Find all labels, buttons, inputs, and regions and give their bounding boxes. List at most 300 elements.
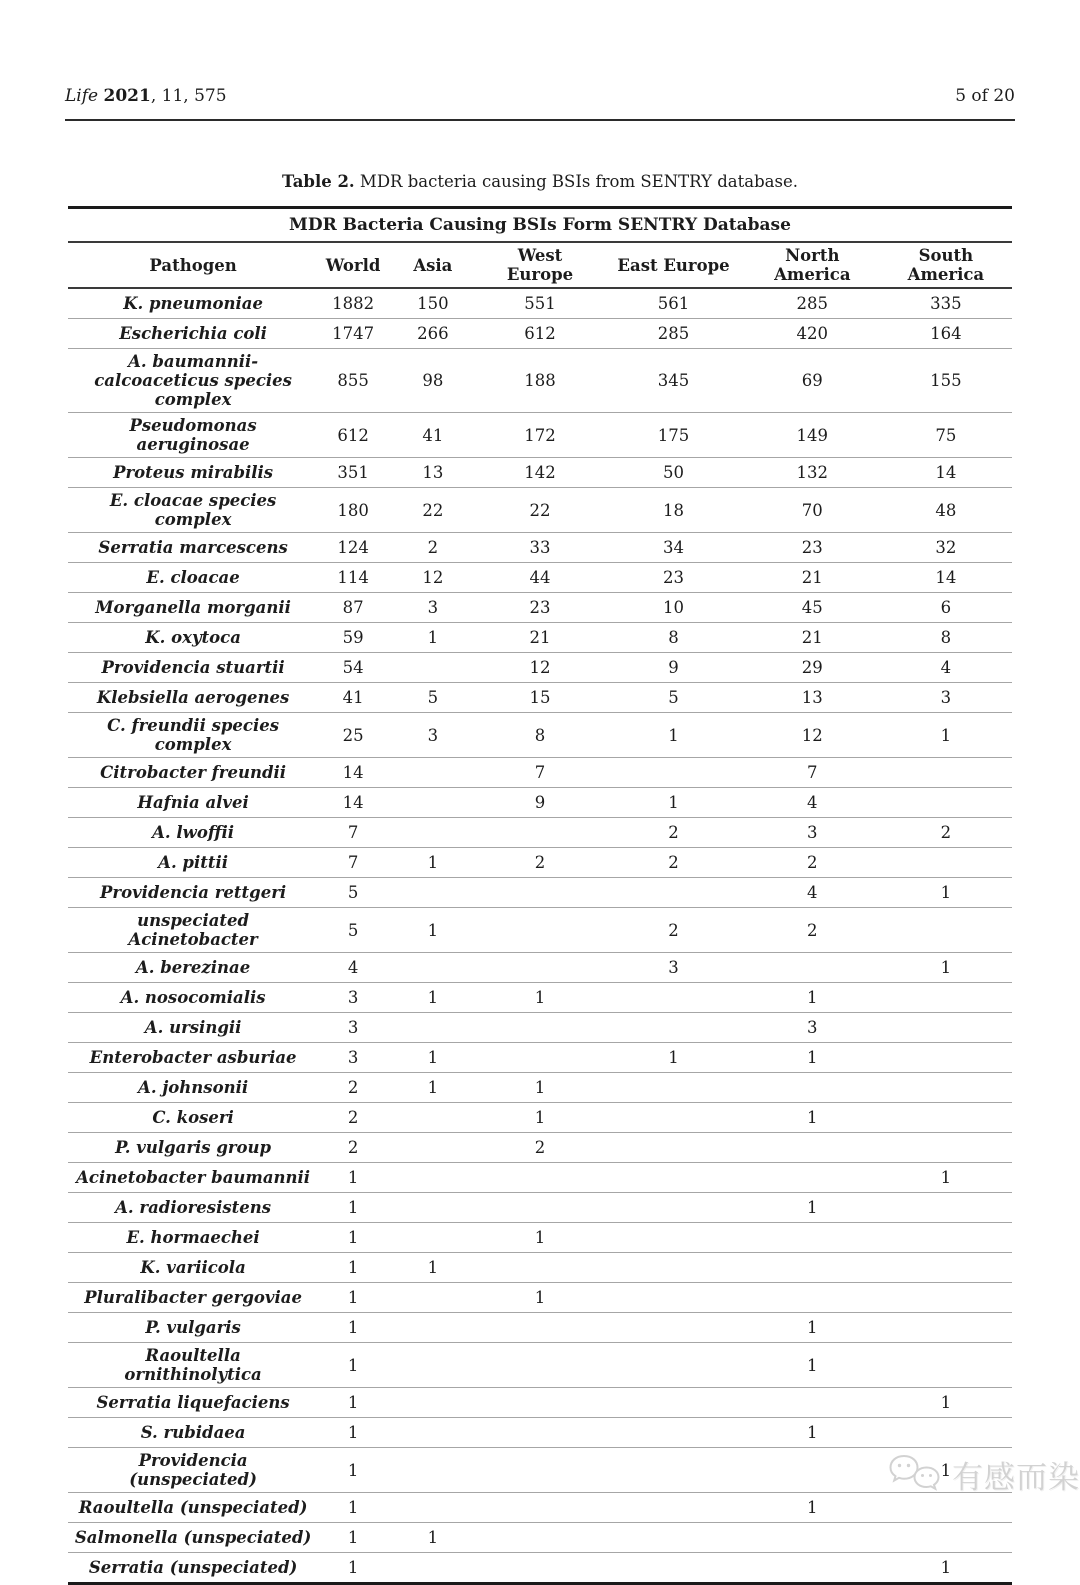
cell-value: 4	[745, 878, 880, 908]
cell-value: 1	[388, 1073, 478, 1103]
cell-value: 41	[318, 683, 388, 713]
cell-value: 1	[745, 1418, 880, 1448]
table-row	[68, 288, 1012, 319]
cell-value: 12	[388, 563, 478, 593]
cell-value: 21	[745, 563, 880, 593]
cell-value: 33	[478, 533, 603, 563]
table-row	[68, 1253, 1012, 1283]
cell-value: 1	[318, 1448, 388, 1493]
cell-value	[388, 1013, 478, 1043]
cell-value: 4	[318, 953, 388, 983]
pathogen-name: A. berezinae	[68, 953, 318, 983]
cell-value	[478, 953, 603, 983]
pathogen-name: Providencia (unspeciated)	[68, 1448, 318, 1493]
cell-value: 1	[478, 1223, 603, 1253]
cell-value: 2	[318, 1133, 388, 1163]
cell-value: 1	[318, 1193, 388, 1223]
cell-value: 75	[880, 413, 1012, 458]
cell-value: 172	[478, 413, 603, 458]
table-row	[68, 413, 1012, 458]
cell-value: 3	[388, 713, 478, 758]
pathogen-name: Serratia (unspeciated)	[68, 1553, 318, 1584]
column-header-east-europe: East Europe	[602, 242, 745, 288]
cell-value: 2	[478, 1133, 603, 1163]
pathogen-name: Raoultella (unspeciated)	[68, 1493, 318, 1523]
table-row	[68, 1283, 1012, 1313]
table-row	[68, 788, 1012, 818]
cell-value: 48	[880, 488, 1012, 533]
cell-value	[388, 953, 478, 983]
cell-value: 1	[318, 1163, 388, 1193]
cell-value: 10	[602, 593, 745, 623]
cell-value: 175	[602, 413, 745, 458]
cell-value: 285	[796, 294, 829, 313]
table-row	[68, 1313, 1012, 1343]
cell-value: 1	[318, 1313, 388, 1343]
cell-value	[388, 1388, 478, 1418]
journal-name: Life	[65, 86, 99, 106]
cell-value: 22	[478, 488, 603, 533]
pathogen-name: Serratia marcescens	[68, 533, 318, 563]
cell-value: 23	[478, 593, 603, 623]
pathogen-name: C. freundii species complex	[68, 713, 318, 758]
cell-value	[745, 1163, 880, 1193]
cell-value	[388, 653, 478, 683]
table-row	[68, 1448, 1012, 1493]
pathogen-name: A. pittii	[68, 848, 318, 878]
cell-value: 420	[745, 319, 880, 349]
table-row	[68, 713, 1012, 758]
cell-value: 21	[478, 623, 603, 653]
table-row	[68, 349, 1012, 413]
watermark	[888, 1452, 1080, 1497]
cell-value	[478, 1448, 603, 1493]
cell-value	[602, 1313, 745, 1343]
cell-value	[602, 1418, 745, 1448]
table-row	[68, 1493, 1012, 1523]
cell-value	[478, 878, 603, 908]
cell-value: 8	[478, 713, 603, 758]
pathogen-name: A. ursingii	[68, 1013, 318, 1043]
mdr-bacteria-table	[68, 206, 1012, 1585]
cell-value	[388, 1418, 478, 1448]
cell-value	[745, 1523, 880, 1553]
table-row	[68, 319, 1012, 349]
cell-value	[478, 1193, 603, 1223]
cell-value: 23	[745, 533, 880, 563]
pathogen-name: Raoultella ornithinolytica	[68, 1343, 318, 1388]
cell-value: 21	[745, 623, 880, 653]
cell-value: 188	[478, 349, 603, 413]
cell-value	[478, 1493, 603, 1523]
cell-value: 4	[880, 653, 1012, 683]
cell-value	[478, 1343, 603, 1388]
cell-value: 1	[388, 623, 478, 653]
cell-value: 1	[880, 713, 1012, 758]
cell-value	[388, 1283, 478, 1313]
cell-value: 2	[745, 908, 880, 953]
cell-value	[602, 1103, 745, 1133]
pathogen-name: A. radioresistens	[68, 1193, 318, 1223]
pathogen-name: E. cloacae species complex	[68, 488, 318, 533]
cell-value: 1	[388, 1253, 478, 1283]
cell-value: 1	[880, 1388, 1012, 1418]
cell-value: 3	[880, 683, 1012, 713]
cell-value	[880, 788, 1012, 818]
cell-value: 1	[478, 1103, 603, 1133]
column-header-pathogen: Pathogen	[68, 242, 318, 288]
cell-value: 14	[318, 758, 388, 788]
cell-value: 87	[318, 593, 388, 623]
cell-value	[602, 1163, 745, 1193]
cell-value: 1	[478, 1073, 603, 1103]
cell-value	[880, 1418, 1012, 1448]
cell-value: 6	[880, 593, 1012, 623]
cell-value: 7	[318, 818, 388, 848]
cell-value: 3	[602, 953, 745, 983]
pathogen-name: Salmonella (unspeciated)	[68, 1523, 318, 1553]
cell-value: 1	[745, 1193, 880, 1223]
cell-value: 285	[602, 319, 745, 349]
cell-value: 3	[318, 983, 388, 1013]
table-row	[68, 878, 1012, 908]
cell-value	[602, 1493, 745, 1523]
page-number: 5 of 20	[955, 86, 1015, 106]
cell-value: 1	[478, 1283, 603, 1313]
cell-value: 12	[745, 713, 880, 758]
cell-value	[478, 1253, 603, 1283]
cell-value: 1	[388, 908, 478, 953]
cell-value	[745, 1073, 880, 1103]
cell-value	[602, 758, 745, 788]
table-caption	[68, 172, 1012, 191]
pathogen-name: E. cloacae	[68, 563, 318, 593]
cell-value: 1	[745, 1313, 880, 1343]
pathogen-name: P. vulgaris	[68, 1313, 318, 1343]
cell-value	[478, 1418, 603, 1448]
cell-value: 1	[745, 1103, 880, 1133]
cell-value: 5	[318, 878, 388, 908]
pathogen-name: K. variicola	[68, 1253, 318, 1283]
cell-value: 54	[318, 653, 388, 683]
cell-value	[745, 1553, 880, 1584]
cell-value: 2	[318, 1103, 388, 1133]
pathogen-name: Escherichia coli	[68, 319, 318, 349]
cell-value: 59	[318, 623, 388, 653]
table-row	[68, 593, 1012, 623]
cell-value: 1	[318, 1493, 388, 1523]
cell-value: 9	[478, 788, 603, 818]
cell-value: 1882	[332, 294, 375, 313]
cell-value: 164	[880, 319, 1012, 349]
cell-value: 114	[318, 563, 388, 593]
cell-value: 5	[602, 683, 745, 713]
pathogen-name: Hafnia alvei	[68, 788, 318, 818]
cell-value	[388, 878, 478, 908]
pathogen-name: K. pneumoniae	[123, 294, 263, 313]
cell-value: 7	[745, 758, 880, 788]
pathogen-name: C. koseri	[68, 1103, 318, 1133]
column-header-west-europe: West Europe	[478, 242, 603, 288]
table-row	[68, 1223, 1012, 1253]
table-caption-label: Table 2.	[282, 172, 355, 191]
cell-value	[602, 878, 745, 908]
cell-value: 69	[745, 349, 880, 413]
table-row	[68, 1073, 1012, 1103]
column-header-asia: Asia	[388, 242, 478, 288]
cell-value	[880, 758, 1012, 788]
column-header-south-america: South America	[880, 242, 1012, 288]
cell-value: 2	[745, 848, 880, 878]
cell-value: 1	[388, 983, 478, 1013]
table-row	[68, 983, 1012, 1013]
cell-value	[478, 1043, 603, 1073]
table-row	[68, 1163, 1012, 1193]
cell-value: 14	[318, 788, 388, 818]
cell-value	[880, 1313, 1012, 1343]
cell-value	[880, 1523, 1012, 1553]
pathogen-name: Enterobacter asburiae	[68, 1043, 318, 1073]
cell-value: 1	[880, 1448, 1012, 1493]
cell-value: 23	[602, 563, 745, 593]
cell-value: 335	[930, 294, 962, 313]
cell-value: 29	[745, 653, 880, 683]
pathogen-name: unspeciated Acinetobacter	[68, 908, 318, 953]
cell-value: 132	[745, 458, 880, 488]
cell-value: 3	[388, 593, 478, 623]
cell-value: 351	[318, 458, 388, 488]
pathogen-name: Serratia liquefaciens	[68, 1388, 318, 1418]
cell-value: 45	[745, 593, 880, 623]
cell-value: 32	[880, 533, 1012, 563]
cell-value: 8	[880, 623, 1012, 653]
cell-value	[880, 1343, 1012, 1388]
column-header-north-america: North America	[745, 242, 880, 288]
column-header-world: World	[318, 242, 388, 288]
cell-value	[388, 1553, 478, 1584]
table-row	[68, 563, 1012, 593]
cell-value: 612	[318, 413, 388, 458]
cell-value: 1	[318, 1223, 388, 1253]
pathogen-name: A. lwoffii	[68, 818, 318, 848]
cell-value	[388, 1163, 478, 1193]
cell-value: 1	[745, 1493, 880, 1523]
cell-value: 1	[318, 1523, 388, 1553]
cell-value	[745, 953, 880, 983]
cell-value	[478, 1013, 603, 1043]
cell-value	[602, 1193, 745, 1223]
cell-value: 1	[602, 713, 745, 758]
cell-value	[880, 1013, 1012, 1043]
cell-value: 3	[318, 1043, 388, 1073]
cell-value: 561	[657, 294, 690, 313]
table-row	[68, 488, 1012, 533]
cell-value	[880, 1283, 1012, 1313]
cell-value: 1	[478, 983, 603, 1013]
cell-value	[880, 848, 1012, 878]
cell-value: 50	[602, 458, 745, 488]
pathogen-name: Pseudomonas aeruginosae	[68, 413, 318, 458]
cell-value: 70	[745, 488, 880, 533]
cell-value: 44	[478, 563, 603, 593]
table-row	[68, 1133, 1012, 1163]
cell-value: 41	[388, 413, 478, 458]
page-header	[65, 86, 1015, 121]
cell-value	[745, 1448, 880, 1493]
table-row	[68, 1103, 1012, 1133]
table-caption-text: MDR bacteria causing BSIs from SENTRY database.	[354, 172, 798, 191]
table-row	[68, 1013, 1012, 1043]
cell-value: 1	[388, 1523, 478, 1553]
cell-value	[880, 908, 1012, 953]
journal-year: 2021	[103, 86, 151, 106]
cell-value: 2	[602, 908, 745, 953]
pathogen-name: Citrobacter freundii	[68, 758, 318, 788]
pathogen-name: A. johnsonii	[68, 1073, 318, 1103]
cell-value: 1	[318, 1418, 388, 1448]
cell-value: 1	[880, 1163, 1012, 1193]
cell-value	[880, 1103, 1012, 1133]
pathogen-name: Providencia stuartii	[68, 653, 318, 683]
cell-value	[388, 1223, 478, 1253]
wechat-logo-icon	[888, 1453, 946, 1497]
cell-value: 9	[602, 653, 745, 683]
cell-value: 34	[602, 533, 745, 563]
cell-value: 1	[880, 878, 1012, 908]
table-row	[68, 533, 1012, 563]
cell-value: 1	[745, 1043, 880, 1073]
cell-value: 124	[318, 533, 388, 563]
cell-value: 1	[602, 788, 745, 818]
watermark-text: 有感而染	[952, 1460, 1080, 1496]
cell-value: 5	[388, 683, 478, 713]
cell-value	[478, 1553, 603, 1584]
pathogen-name: E. hormaechei	[68, 1223, 318, 1253]
table-row	[68, 458, 1012, 488]
cell-value: 855	[318, 349, 388, 413]
cell-value: 1	[880, 1553, 1012, 1584]
cell-value	[602, 1223, 745, 1253]
cell-value	[880, 1073, 1012, 1103]
cell-value: 1	[602, 1043, 745, 1073]
cell-value	[602, 1013, 745, 1043]
cell-value: 1	[745, 1343, 880, 1388]
cell-value: 266	[388, 319, 478, 349]
cell-value	[602, 1133, 745, 1163]
cell-value	[745, 1253, 880, 1283]
cell-value	[478, 1313, 603, 1343]
cell-value: 612	[478, 319, 603, 349]
table-row	[68, 1553, 1012, 1584]
table-row	[68, 1043, 1012, 1073]
cell-value: 2	[478, 848, 603, 878]
cell-value: 14	[880, 458, 1012, 488]
pathogen-name: A. baumannii-calcoaceticus species complex	[68, 349, 318, 413]
cell-value	[478, 818, 603, 848]
pathogen-name: P. vulgaris group	[68, 1133, 318, 1163]
cell-value: 13	[388, 458, 478, 488]
cell-value: 1	[318, 1388, 388, 1418]
table-row	[68, 848, 1012, 878]
journal-citation	[65, 86, 227, 106]
cell-value: 8	[602, 623, 745, 653]
pathogen-name: Proteus mirabilis	[68, 458, 318, 488]
table-row	[68, 1388, 1012, 1418]
column-header-row	[68, 242, 1012, 288]
cell-value	[880, 1493, 1012, 1523]
pathogen-name: K. oxytoca	[68, 623, 318, 653]
cell-value: 1747	[318, 319, 388, 349]
cell-value	[880, 1223, 1012, 1253]
cell-value: 7	[318, 848, 388, 878]
table-row	[68, 653, 1012, 683]
cell-value	[880, 1193, 1012, 1223]
cell-value: 13	[745, 683, 880, 713]
table-row	[68, 953, 1012, 983]
table-row	[68, 683, 1012, 713]
cell-value: 14	[880, 563, 1012, 593]
cell-value	[388, 1313, 478, 1343]
cell-value: 2	[880, 818, 1012, 848]
cell-value: 1	[318, 1553, 388, 1584]
cell-value: 3	[745, 1013, 880, 1043]
cell-value: 1	[388, 1043, 478, 1073]
cell-value	[388, 1133, 478, 1163]
table-row	[68, 818, 1012, 848]
table-row	[68, 758, 1012, 788]
cell-value: 1	[388, 848, 478, 878]
cell-value	[745, 1283, 880, 1313]
cell-value: 1	[318, 1283, 388, 1313]
cell-value: 1	[880, 953, 1012, 983]
cell-value	[388, 1448, 478, 1493]
cell-value	[602, 1388, 745, 1418]
pathogen-name: Klebsiella aerogenes	[68, 683, 318, 713]
journal-issue: , 11, 575	[150, 86, 227, 106]
pathogen-name: Providencia rettgeri	[68, 878, 318, 908]
cell-value: 345	[602, 349, 745, 413]
table-title: MDR Bacteria Causing BSIs Form SENTRY Database	[68, 208, 1012, 243]
cell-value	[602, 1253, 745, 1283]
cell-value	[602, 1073, 745, 1103]
cell-value	[880, 1133, 1012, 1163]
cell-value	[602, 1448, 745, 1493]
cell-value	[388, 788, 478, 818]
table-row	[68, 1193, 1012, 1223]
cell-value: 5	[318, 908, 388, 953]
cell-value: 2	[318, 1073, 388, 1103]
cell-value: 3	[318, 1013, 388, 1043]
pathogen-name: Acinetobacter baumannii	[68, 1163, 318, 1193]
cell-value: 3	[745, 818, 880, 848]
cell-value: 1	[318, 1253, 388, 1283]
cell-value: 18	[602, 488, 745, 533]
cell-value: 149	[745, 413, 880, 458]
cell-value: 22	[388, 488, 478, 533]
table-row	[68, 623, 1012, 653]
cell-value: 98	[388, 349, 478, 413]
cell-value: 25	[318, 713, 388, 758]
cell-value	[745, 1223, 880, 1253]
cell-value	[880, 1043, 1012, 1073]
pathogen-name: Pluralibacter gergoviae	[68, 1283, 318, 1313]
cell-value	[478, 908, 603, 953]
cell-value	[388, 1103, 478, 1133]
cell-value	[388, 1193, 478, 1223]
cell-value	[602, 1553, 745, 1584]
table-row	[68, 1523, 1012, 1553]
cell-value	[602, 983, 745, 1013]
